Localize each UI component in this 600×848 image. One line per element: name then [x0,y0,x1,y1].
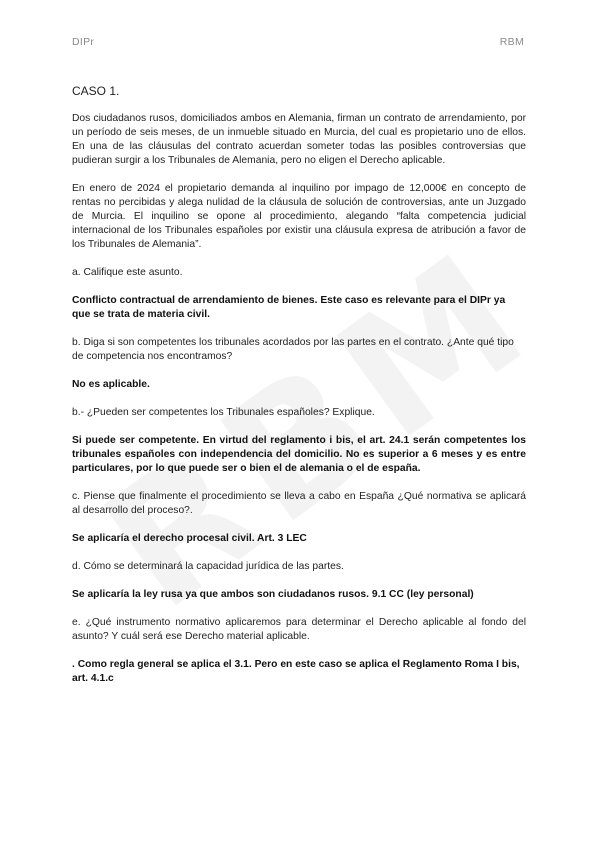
paragraph: En enero de 2024 el propietario demanda al inquilino por impago de 12,000€ en concepto de rentas no percibidas y alega nulidad de la cláusula de solución de controversias, ante un Juzgado de Murcia. El inquilino se opone al procedimiento, alegando “falta competencia judicial internacional de los Tribunales españoles por existir una cláusula expresa de atribución a favor de los Tribunales de Alemania”. [72,183,526,250]
answer: Se aplicaría la ley rusa ya que ambos son ciudadanos rusos. 9.1 CC (ley personal) [72,589,474,600]
document-body [72,84,526,700]
answer: Si puede ser competente. En virtud del reglamento i bis, el art. 24.1 serán competentes los tribunales españoles con independencia del domicilio. No es superior a 6 meses y es entre particulares, por lo que puede ser o bien el de alemania o el de españa. [72,435,526,474]
case-title: CASO 1. [72,84,120,98]
question: d. Cómo se determinará la capacidad jurídica de las partes. [72,561,344,572]
answer: No es aplicable. [72,379,150,390]
header-left: DIPr [72,36,95,48]
question: b.- ¿Pueden ser competentes los Tribunales españoles? Explique. [72,407,375,418]
question: b. Diga si son competentes los tribunales acordados por las partes en el contrato. ¿Ante qué tipo de competencia nos encontramos? [72,337,514,362]
answer: . Como regla general se aplica el 3.1. Pero en este caso se aplica el Reglamento Roma I bis, art. 4.1.c [72,659,520,684]
header-right: RBM [499,36,524,48]
question: c. Piense que finalmente el procedimiento se lleva a cabo en España ¿Qué normativa se aplicará al desarrollo del proceso?. [72,491,526,516]
answer: Conflicto contractual de arrendamiento de bienes. Este caso es relevante para el DIPr ya que se trata de materia civil. [72,295,506,320]
paragraph: Dos ciudadanos rusos, domiciliados ambos en Alemania, firman un contrato de arrendamiento, por un período de seis meses, de un inmueble situado en Murcia, del cual es propietario uno de ellos. En una de las cláusulas del contrato acuerdan someter todas las posibles controversias que pudieran surgir a los Tribunales de Alemania, pero no eligen el Derecho aplicable. [72,113,526,166]
question: e. ¿Qué instrumento normativo aplicaremos para determinar el Derecho aplicable al fondo del asunto? Y cuál será ese Derecho material aplicable. [72,617,526,642]
answer: Se aplicaría el derecho procesal civil. Art. 3 LEC [72,533,307,544]
question: a. Califique este asunto. [72,267,183,278]
